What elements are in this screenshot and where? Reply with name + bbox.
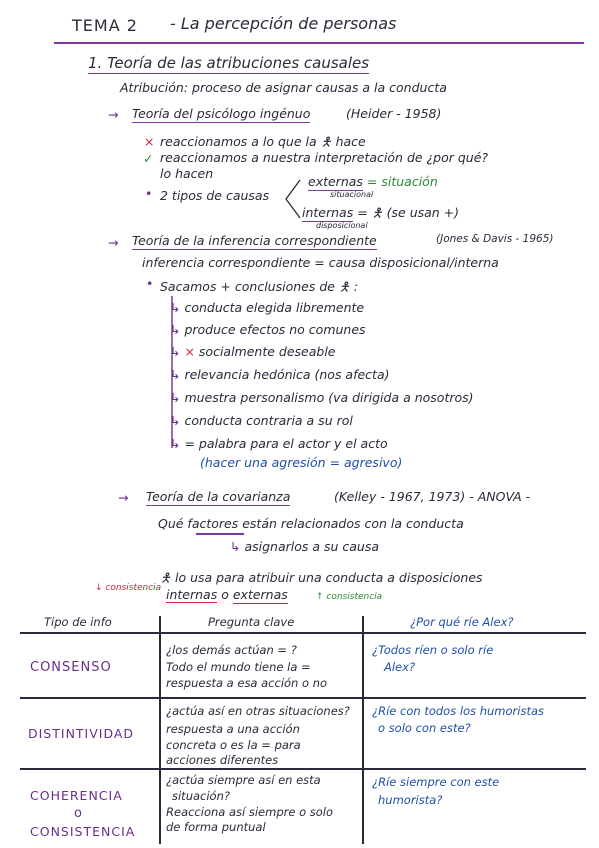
- table-row-line: [20, 768, 586, 770]
- kelley-usage: 🯅 lo usa para atribuir una conducta a disposiciones: [160, 570, 483, 585]
- heider-right-2: lo hacen: [160, 166, 214, 181]
- table-header-example: ¿Por qué ríe Alex?: [410, 615, 514, 629]
- arrow-icon: →: [118, 490, 129, 505]
- table-row-line: [20, 697, 586, 699]
- row-question-line: concreta o es la = para: [166, 738, 301, 752]
- cross-icon: ×: [144, 134, 155, 149]
- factores-underline: [196, 533, 244, 535]
- arrow-icon: ↳: [170, 413, 185, 428]
- row-question-line: respuesta a esa acción o no: [166, 676, 328, 690]
- kelley-title: Teoría de la covarianza: [146, 489, 291, 504]
- jones-title: Teoría de la inferencia correspondiente: [132, 233, 377, 248]
- cross-icon: ×: [184, 344, 195, 359]
- arrow-icon: ↳: [170, 390, 185, 405]
- kelley-question: Qué factores están relacionados con la conducta: [158, 516, 464, 531]
- page-subtitle: - La percepción de personas: [170, 14, 397, 33]
- internal-causes: internas = 🯅 (se usan +): [302, 205, 460, 220]
- kelley-assign: ↳ asignarlos a su causa: [230, 539, 380, 554]
- list-item: ↳ conducta contraria a su rol: [170, 413, 353, 428]
- row-type: CONSENSO: [30, 660, 112, 675]
- table-header-line: [20, 632, 586, 634]
- external-subtitle: situacional: [330, 190, 374, 199]
- arrow-icon: ↳: [170, 322, 185, 337]
- arrow-icon: ↳: [170, 344, 185, 359]
- row-type: o: [74, 806, 83, 821]
- section-heading: 1. Teoría de las atribuciones causales: [88, 54, 370, 72]
- list-item: ↳ relevancia hedónica (nos afecta): [170, 367, 390, 382]
- table-header-question: Pregunta clave: [208, 615, 295, 629]
- check-icon: ✓: [143, 151, 154, 166]
- page-title: TEMA 2: [72, 16, 138, 35]
- row-example-line: ¿Ríe siempre con este: [372, 775, 500, 789]
- row-question-line: acciones diferentes: [166, 753, 279, 767]
- jones-example: (hacer una agresión = agresivo): [200, 455, 403, 470]
- bullet-icon: •: [146, 276, 154, 291]
- row-question-line: de forma puntual: [166, 820, 266, 834]
- arrow-icon: ↳: [170, 367, 185, 382]
- list-item: ↳ = palabra para el actor y el acto: [170, 436, 388, 451]
- table-col-line: [159, 616, 161, 844]
- brace-icon: [282, 178, 304, 220]
- kelley-usage-2: internas o externas: [166, 587, 288, 602]
- row-type: CONSISTENCIA: [30, 824, 136, 839]
- row-example-line: ¿Todos ríen o solo ríe: [372, 643, 494, 657]
- row-question-line: ¿actúa así en otras situaciones?: [166, 704, 350, 718]
- heider-wrong: reaccionamos a lo que la 🯅 hace: [160, 134, 366, 149]
- heider-title: Teoría del psicólogo ingénuo: [132, 106, 311, 121]
- title-underline: [54, 42, 584, 44]
- row-type: DISTINTIVIDAD: [28, 726, 135, 741]
- causes-types: 2 tipos de causas: [160, 188, 270, 203]
- external-causes: externas = situación: [308, 174, 438, 189]
- less-consistency: ↓ consistencia: [95, 583, 162, 593]
- kelley-ref: (Kelley - 1967, 1973) - ANOVA -: [334, 489, 531, 504]
- attribution-definition: Atribución: proceso de asignar causas a la conducta: [120, 80, 447, 95]
- arrow-icon: ↳: [230, 539, 245, 554]
- arrow-icon: ↳: [170, 300, 185, 315]
- row-example-line: humorista?: [378, 793, 443, 807]
- more-consistency: ↑ consistencia: [316, 592, 383, 602]
- row-question-line: situación?: [172, 789, 230, 803]
- row-question-line: Todo el mundo tiene la =: [166, 660, 311, 674]
- arrow-icon: ↳: [170, 436, 185, 451]
- list-item: ↳ muestra personalismo (va dirigida a nosotros): [170, 390, 474, 405]
- row-question-line: respuesta a una acción: [166, 722, 300, 736]
- jones-ref: (Jones & Davis - 1965): [436, 233, 554, 245]
- list-item: ↳ × socialmente deseable: [170, 344, 336, 359]
- bullet-icon: •: [145, 186, 153, 201]
- row-type: COHERENCIA: [30, 788, 123, 803]
- row-example-line: ¿Ríe con todos los humoristas: [372, 704, 545, 718]
- list-item: ↳ conducta elegida libremente: [170, 300, 365, 315]
- table-header-type: Tipo de info: [44, 615, 112, 629]
- row-question-line: ¿los demás actúan = ?: [166, 643, 297, 657]
- row-question-line: Reacciona así siempre o solo: [166, 805, 334, 819]
- list-item: ↳ produce efectos no comunes: [170, 322, 366, 337]
- jones-definition: inferencia correspondiente = causa disposicional/interna: [142, 255, 499, 270]
- jones-conclusions: Sacamos + conclusiones de 🯅 :: [160, 279, 359, 294]
- row-example-line: o solo con este?: [378, 721, 471, 735]
- row-example-line: Alex?: [384, 660, 416, 674]
- table-col-line: [362, 616, 364, 844]
- arrow-icon: →: [108, 107, 119, 122]
- row-question-line: ¿actúa siempre así en esta: [166, 773, 321, 787]
- heider-ref: (Heider - 1958): [346, 106, 442, 121]
- arrow-icon: →: [108, 235, 119, 250]
- heider-right-1: reaccionamos a nuestra interpretación de ¿por qué?: [160, 150, 489, 165]
- internal-subtitle: disposicional: [316, 221, 368, 230]
